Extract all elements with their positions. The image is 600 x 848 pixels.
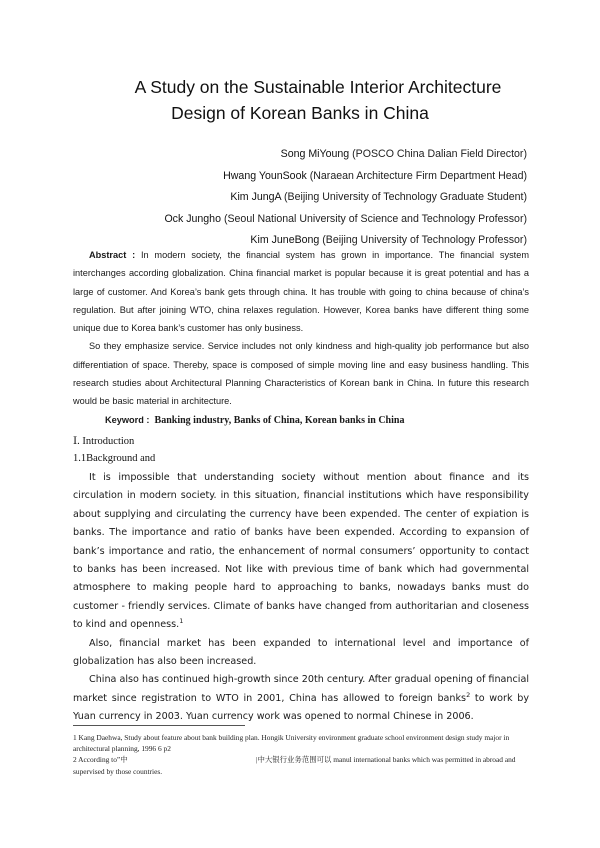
body-paragraph-1-text: It is impossible that understanding society without mention about finance and its circulation in modern society. in this situation, financial institutions which have responsibility about supplying and circulating the currency have been expended. The center of expiation is banks. The importance and ratio of banks have been expended. According to expansion of bank’s importance and ratio, the enhancement of normal consumers’ opportunity to contact to banks has been increased. Not like with previous time of bank which had governmental atmosphere to making people hard to approaching to banks, nowadays banks must do customer - friendly services. Climate of banks have changed from authoritarian and closeness to kind and openness. xyxy=(73,472,529,631)
author-affiliation: (Seoul National University of Science and Technology Professor) xyxy=(223,212,527,225)
author-affiliation: (Beijing University of Technology Professor) xyxy=(322,234,527,246)
subsection-heading-background: 1.1Background and xyxy=(73,453,156,464)
body-paragraph-3 xyxy=(73,671,529,726)
footnote-divider xyxy=(73,725,245,726)
author-name: Song MiYoung xyxy=(280,148,350,160)
abstract-paragraph-2: So they emphasize service. Service includes not only kindness and high-quality job performance but also differentiation of space. Thereby, space is composed of simple moving line and easy business handling. This research studies about Architectural Planning Characteristics of Korean bank in China. In future this research would be basic material in architecture. xyxy=(73,341,529,407)
abstract-paragraph-1 xyxy=(73,246,529,337)
keyword-label: Keyword : xyxy=(105,414,150,425)
author-affiliation: (Beijing University of Technology Graduate Student) xyxy=(283,191,527,203)
abstract-label: Abstract : xyxy=(89,250,136,260)
body-paragraph-2: Also, financial market has been expanded to international level and importance of globalization has also been increased. xyxy=(73,637,529,668)
footnote-2-continuation: supervised by those countries. xyxy=(73,767,163,776)
author-name: Kim JuneBong xyxy=(250,234,320,246)
author-list xyxy=(164,144,527,252)
body-paragraph-3-text-b: to work by Yuan currency in 2003. Yuan currency work was opened to normal Chinese in 2006. xyxy=(73,692,530,723)
footnote-ref-2[interactable]: 2 xyxy=(466,690,471,699)
paper-title-line-2: Design of Korean Banks in China xyxy=(171,103,429,123)
footnote-2-middle: |中大银行业务范围可以 manul international banks which was permitted in abroad and xyxy=(256,755,516,764)
keyword-line xyxy=(73,411,529,430)
keyword-values: Banking industry, Banks of China, Korean banks in China xyxy=(154,414,405,426)
footnote-1: 1 Kang Daehwa, Study about feature about bank building plan. Hongik University environment graduate school environment design study major in architectural planning, 1996 6 p2 xyxy=(73,733,510,753)
author-entry xyxy=(164,144,527,166)
author-name: Kim JungA xyxy=(230,191,282,203)
author-name: Ock Jungho xyxy=(164,212,221,225)
author-entry xyxy=(164,187,527,209)
author-name: Hwang YounSook xyxy=(223,169,307,182)
abstract-text-1: In modern society, the financial system has grown in importance. The financial system interchanges according globalization. China financial market is popular because it is great potential and has a large of customer. And Korea’s bank gets through china. It has trouble with going to china because of china’s regulation. But after joining WTO, china relaxes regulation. However, Korea banks have different thing some unique due to Korea bank’s customer has only business. xyxy=(73,250,529,334)
section-heading-introduction: Ⅰ. Introduction xyxy=(73,436,135,447)
author-entry xyxy=(164,209,527,231)
body-paragraph-1 xyxy=(73,469,529,635)
abstract-block xyxy=(73,246,529,430)
footnote-ref-1[interactable]: 1 xyxy=(179,617,184,626)
author-affiliation: (Naraean Architecture Firm Department Head) xyxy=(309,169,527,182)
paper-title-line-1: A Study on the Sustainable Interior Architecture xyxy=(134,77,502,97)
body-text xyxy=(73,469,529,727)
footnote-2 xyxy=(73,755,529,776)
author-entry xyxy=(164,166,527,188)
footnote-2-start: 2 According to”中 xyxy=(73,755,128,764)
body-paragraph-3-text-a: China also has continued high-growth since 20th century. After gradual opening of financial market since registration to WTO in 2001, China has allowed to foreign banks xyxy=(73,674,529,704)
author-affiliation: (POSCO China Dalian Field Director) xyxy=(352,148,527,160)
